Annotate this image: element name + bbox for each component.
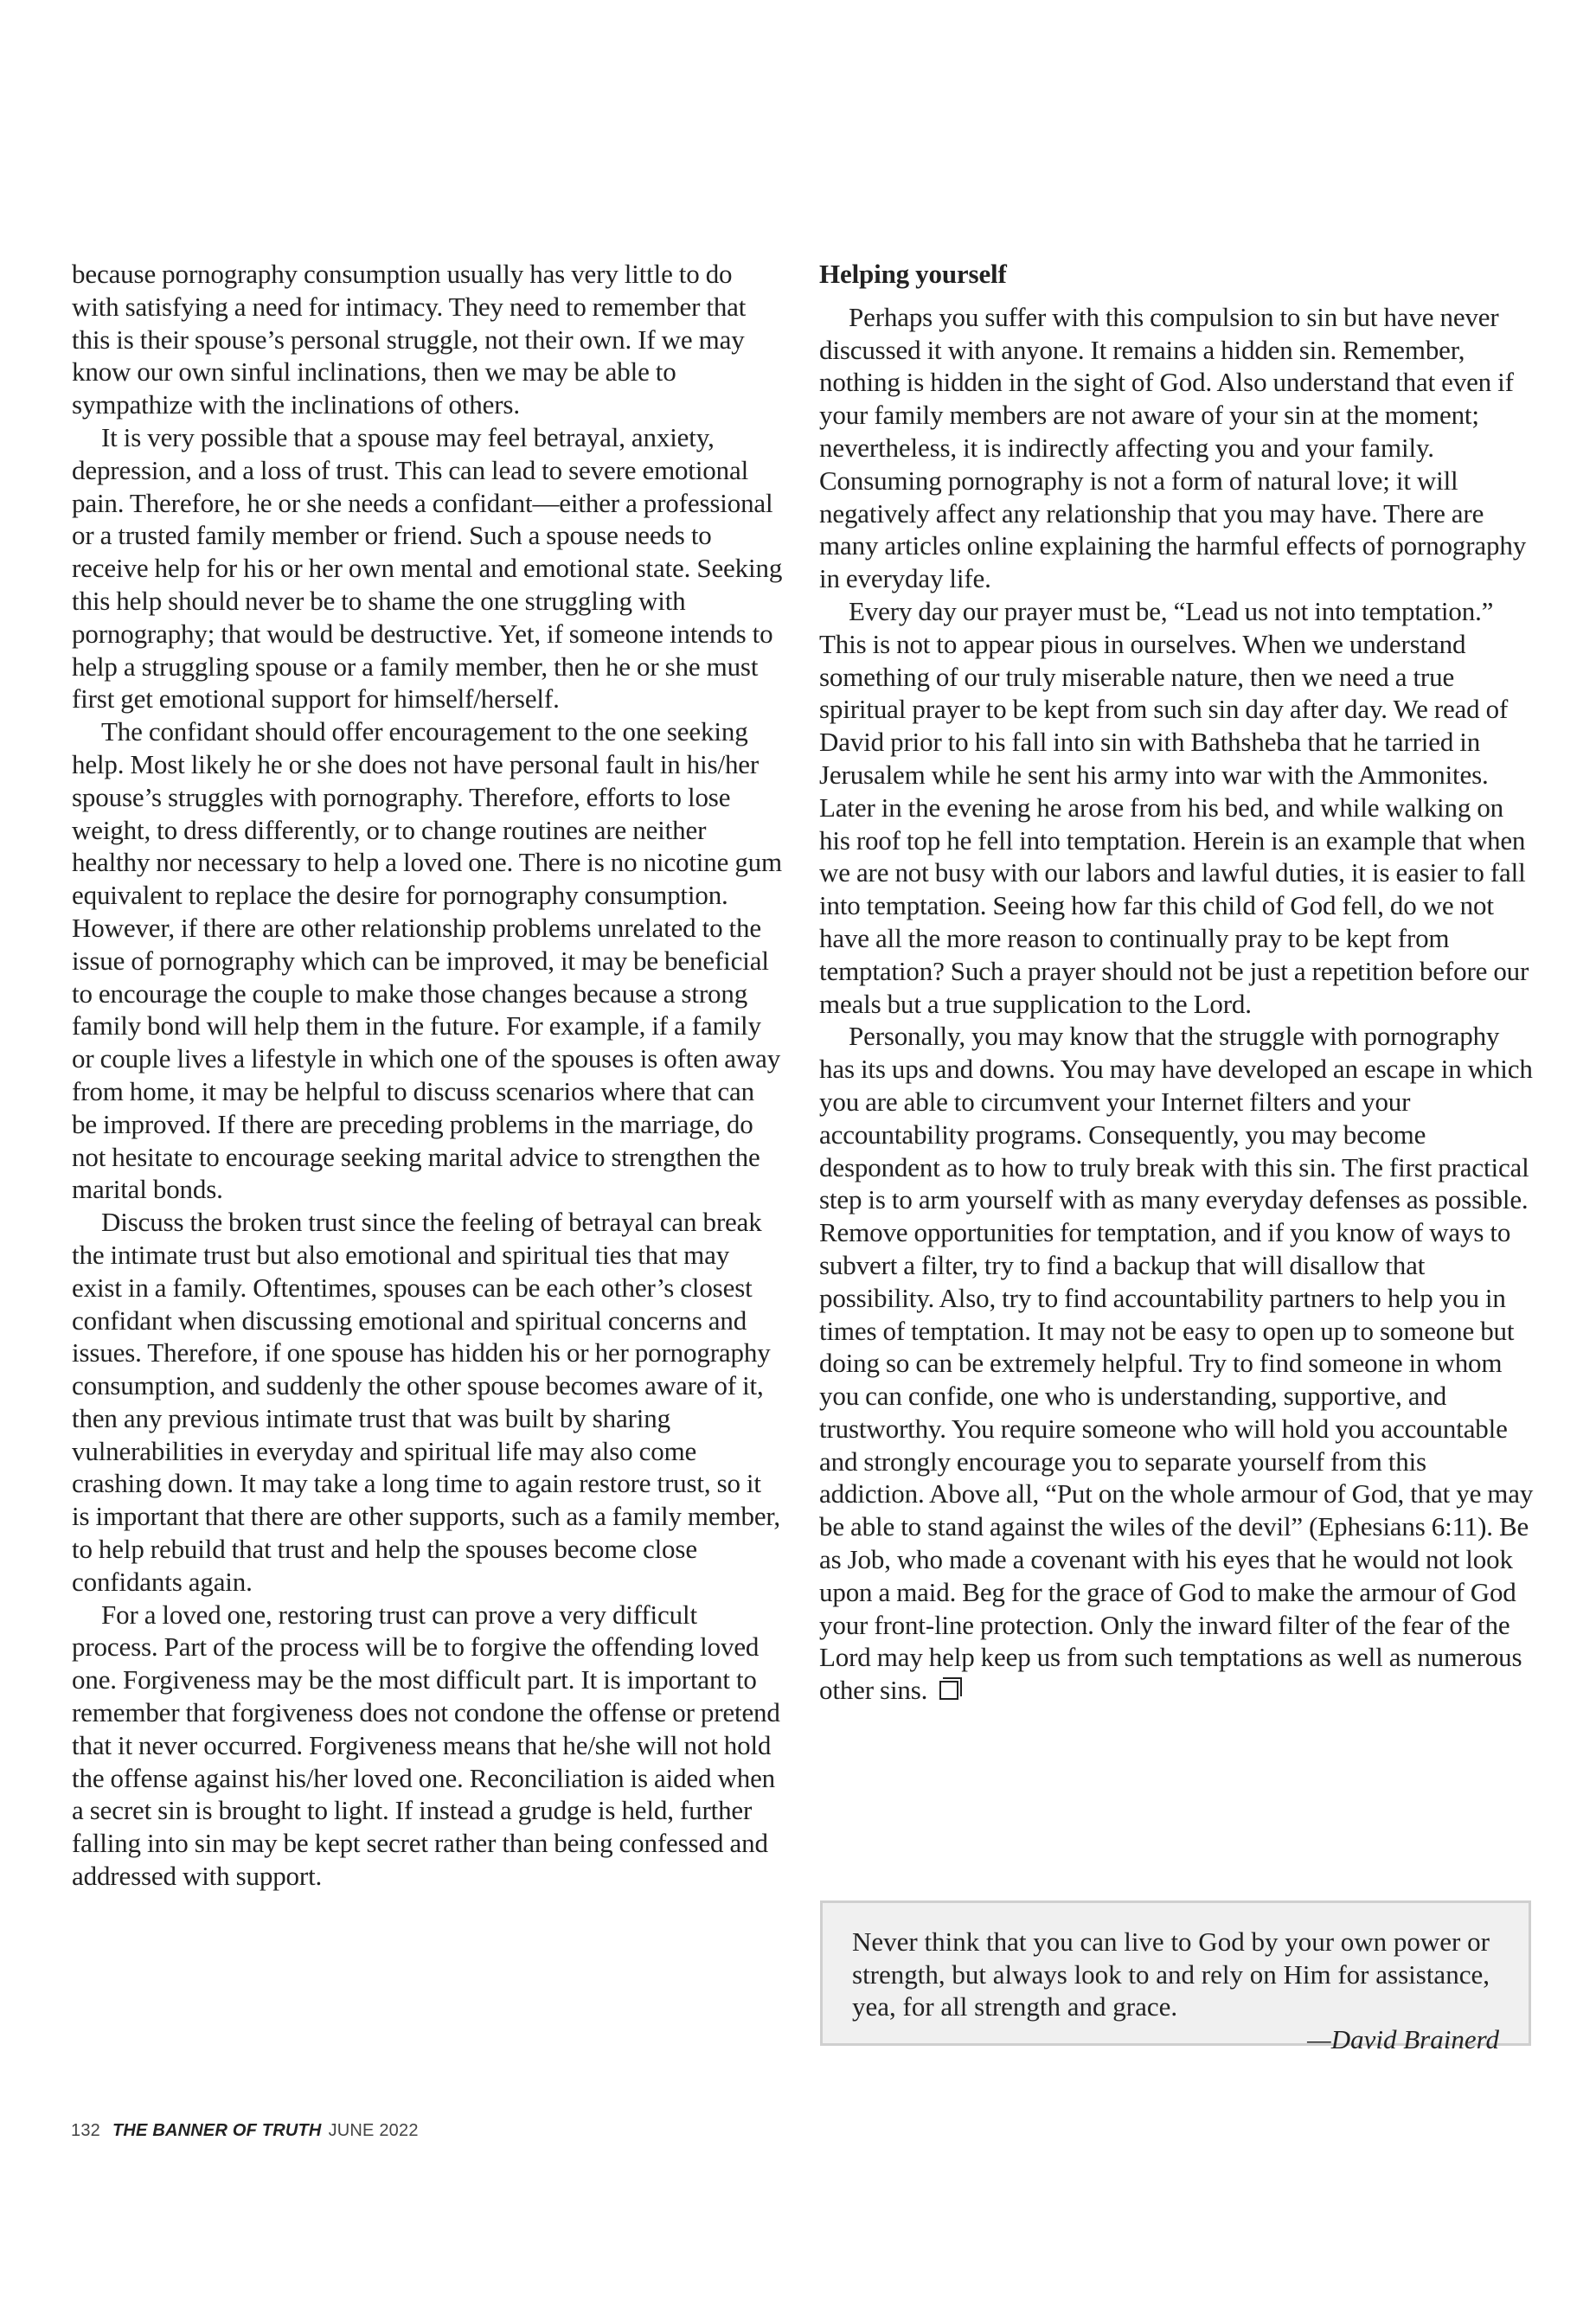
body-paragraph: It is very possible that a spouse may feel betrayal, anxiety, depression, and a loss of trust. This can lead to severe emotional pain. Therefore, he or she needs a confidant—either a professional or a trusted family member or friend. Such a spouse needs to receive help for his or her own mental and emotional state. Seeking this help should never be to shame the one struggling with pornography; that would be destructive. Yet, if someone intends to help a struggling spouse or a family member, then he or she must first get emotional support for himself/herself. [72,421,783,715]
page-number: 132 [71,2121,100,2140]
body-paragraph: Discuss the broken trust since the feeling of betrayal can break the intimate trust but also emotional and spiritual ties that may exist in a family. Oftentimes, spouses can be each other’s closest confidant when discussing emotional and spiritual concerns and issues. Therefore, if one spouse has hidden his or her pornography consumption, and suddenly the other spouse becomes aware of it, then any previous intimate trust that was built by sharing vulnerabilities in everyday and spiritual life may also come crashing down. It may take a long time to again restore trust, so it is important that there are other supports, such as a family member, to help rebuild that trust and help the spouses become close confidants again. [72,1207,780,1597]
pull-quote-box [820,1900,1531,2054]
left-column [72,258,784,1893]
body-paragraph: Perhaps you suffer with this compulsion to sin but have never discussed it with anyone. It remains a hidden sin. Remember, nothing is hidden in the sight of God. Also understand that even if your family members are not aware of your sin at the moment; nevertheless, it is indirectly affecting you and your family. Consuming pornography is not a form of natural love; it will negatively affect any relationship that you may have. There are many articles online explaining the harmful effects of pornography in everyday life. [819,301,1527,594]
section-heading: Helping yourself [819,259,1007,289]
body-paragraph: The confidant should offer encouragement to the one seeking help. Most likely he or she does not have personal fault in his/her spouse’s struggles with pornography. Therefore, efforts to lose weight, to dress differently, or to change routines are neither healthy nor necessary to help a loved one. There is no nicotine gum equivalent to replace the desire for pornography consumption. However, if there are other relationship problems unrelated to the issue of pornography which can be improved, it may be beneficial to encourage the couple to make those changes because a strong family bond will help them in the future. For example, if a family or couple lives a lifestyle in which one of the spouses is often away from home, it may be helpful to discuss scenarios where that can be improved. If there are preceding problems in the marriage, do not hesitate to encourage seeking marital advice to strengthen the marital bonds. [72,716,782,1205]
body-paragraph: For a loved one, restoring trust can prove a very difficult process. Part of the process will be to forgive the offending loved one. Forgiveness may be the most difficult part. It is important to remember that forgiveness does not condone the offense or pretend that it never occurred. Forgiveness means that he/she will not hold the offense against his/her loved one. Reconciliation is aided when a secret sin is brought to light. If instead a grudge is held, further falling into sin may be kept secret rather than being confessed and addressed with support. [72,1599,780,1892]
end-of-article-icon [939,1681,958,1700]
page-footer [71,2121,419,2141]
right-column [819,258,1537,1707]
magazine-name: THE BANNER OF TRUTH [112,2121,322,2140]
body-paragraph: Every day our prayer must be, “Lead us not into temptation.” This is not to appear pious in ourselves. When we understand something of our truly miserable nature, then we need a true spiritual prayer to be kept from such sin day after day. We read of David prior to his fall into sin with Bathsheba that he tarried in Jerusalem while he sent his army into war with the Ammonites. Later in the evening he arose from his bed, and while walking on his roof top he fell into temptation. Herein is an example that when we are not busy with our labors and lawful duties, it is easier to fall into temptation. Seeing how far this child of God fell, do we not have all the more reason to continually pray to be kept from temptation? Such a prayer should not be just a repetition before our meals but a true supplication to the Lord. [819,595,1529,1019]
quote-text: Never think that you can live to God by your own power or strength, but always look to and rely on Him for assistance, yea, for all strength and grace. [852,1926,1490,2022]
last-paragraph-text: Personally, you may know that the struggle with pornography has its ups and downs. You may have developed an escape in which you are able to circumvent your Internet filters and your accountability programs. Consequently, you may become despondent as to how to truly break with this sin. The first practical step is to arm yourself with as many everyday defenses as possible. Remove opportunities for temptation, and if you know of ways to subvert a filter, try to find a backup that will disallow that possibility. Also, try to find accountability partners to help you in times of temptation. It may not be easy to open up to someone but doing so can be extremely helpful. Try to find someone in whom you can confide, one who is understanding, supportive, and trustworthy. You require someone who will hold you accountable and strongly encourage you to separate yourself from this addiction. Above all, “Put on the whole armour of God, that ye may be able to stand against the wiles of the devil” (Ephesians 6:11). Be as Job, who made a covenant with his eyes that he would not look upon a maid. Beg for the grace of God to make the armour of God your front-line protection. Only the inward filter of the fear of the Lord may help keep us from such temptations as well as numerous other sins. [819,1021,1534,1706]
quote-author: —David Brainerd [1307,2023,1499,2054]
body-paragraph: because pornography consumption usually has very little to do with satisfying a need for intimacy. They need to remember that this is their spouse’s personal struggle, not their own. If we may know our own sinful inclinations, then we may be able to sympathize with the inclinations of others. [72,259,747,420]
body-paragraph-last [819,1020,1537,1707]
issue-date: JUNE 2022 [328,2121,419,2140]
